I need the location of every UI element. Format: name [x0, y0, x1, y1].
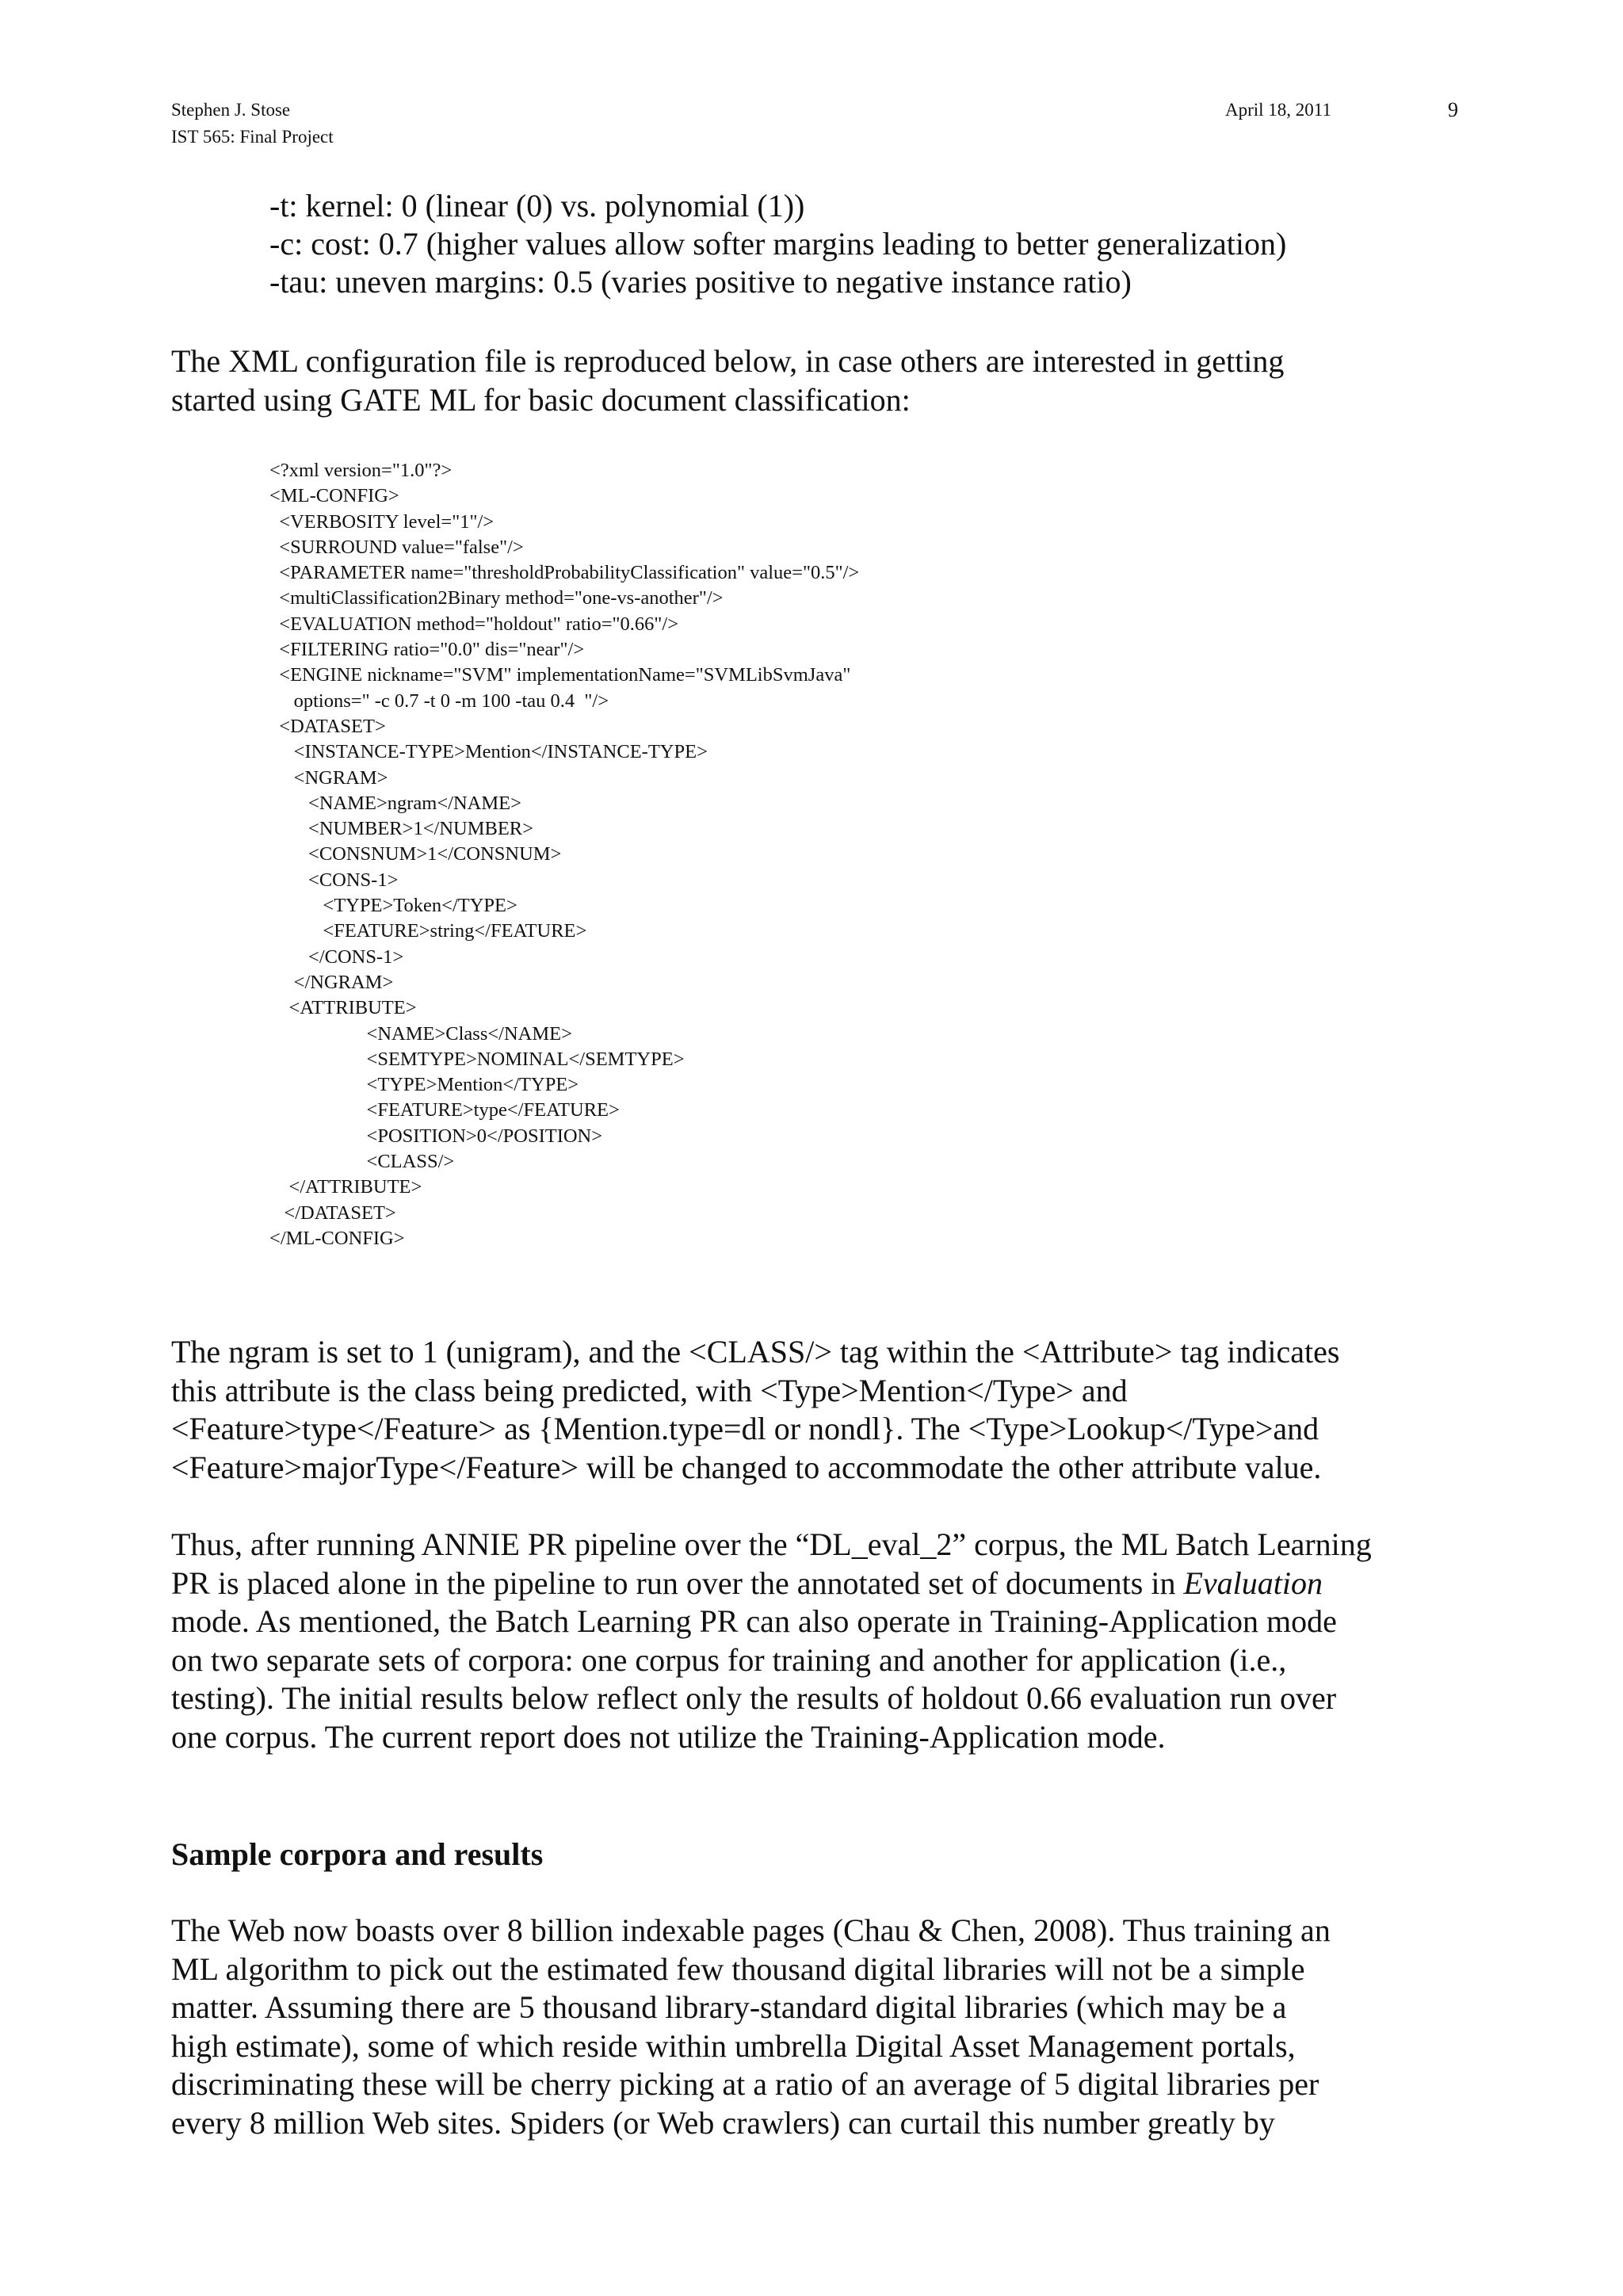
xml-line: <NGRAM>	[269, 766, 388, 789]
pipeline-text-start: Thus, after running ANNIE PR pipeline over the “DL_eval_2” corpus, the ML Batch Learning PR is placed alone in the pipeline to run over the annotated set of documents in	[171, 1526, 1372, 1601]
xml-line: <NAME>ngram</NAME>	[269, 792, 521, 814]
evaluation-term: Evaluation	[1183, 1564, 1323, 1601]
xml-line: </ML-CONFIG>	[269, 1227, 405, 1249]
xml-line: </ATTRIBUTE>	[269, 1176, 422, 1198]
header-date: April 18, 2011	[1225, 100, 1331, 120]
xml-line: </NGRAM>	[269, 971, 394, 993]
xml-line: <FILTERING ratio="0.0" dis="near"/>	[269, 639, 585, 661]
section-heading: Sample corpora and results	[171, 1836, 544, 1872]
xml-line: <CONSNUM>1</CONSNUM>	[269, 843, 562, 865]
intro-paragraph: The XML configuration file is reproduced below, in case others are interested in getting started using GATE ML for basic document classification:	[171, 343, 1285, 418]
header-author: Stephen J. Stose	[171, 100, 291, 120]
page-number: 9	[1448, 98, 1458, 121]
xml-line: <SEMTYPE>NOMINAL</SEMTYPE>	[269, 1048, 685, 1070]
xml-line: <EVALUATION method="holdout" ratio="0.66"/>	[269, 613, 679, 635]
xml-line: <PARAMETER name="thresholdProbabilityClassification" value="0.5"/>	[269, 562, 860, 584]
xml-line: </CONS-1>	[269, 946, 404, 968]
xml-line: <DATASET>	[269, 715, 386, 737]
svm-options-list	[269, 187, 1286, 301]
xml-line: <?xml version="1.0"?>	[269, 460, 453, 481]
xml-line: <POSITION>0</POSITION>	[269, 1125, 603, 1147]
xml-line: <CONS-1>	[269, 869, 399, 891]
xml-line: <ENGINE nickname="SVM" implementationName="SVMLibSvmJava"	[269, 664, 851, 686]
option-cost: -c: cost: 0.7 (higher values allow softer margins leading to better generalization)	[269, 226, 1287, 262]
ngram-paragraph: The ngram is set to 1 (unigram), and the <CLASS/> tag within the <Attribute> tag indicates this attribute is the class being predicted, with <Type>Mention</Type> and <Feature>type</Feature> as {Mention.type=dl or nondl}. The <Type>Lookup</Type>and <Feature>majorType</Feature> will be changed to accommodate the other attribute value.	[171, 1334, 1340, 1485]
xml-line: </DATASET>	[269, 1201, 396, 1224]
xml-line: <ML-CONFIG>	[269, 485, 399, 507]
xml-line: <FEATURE>type</FEATURE>	[269, 1099, 620, 1121]
xml-line: <INSTANCE-TYPE>Mention</INSTANCE-TYPE>	[269, 741, 708, 763]
option-kernel: -t: kernel: 0 (linear (0) vs. polynomial (1))	[269, 188, 805, 223]
xml-line: <multiClassification2Binary method="one-vs-another"/>	[269, 587, 724, 609]
xml-line: <NAME>Class</NAME>	[269, 1022, 572, 1045]
xml-line: <TYPE>Token</TYPE>	[269, 895, 517, 917]
xml-line: <SURROUND value="false"/>	[269, 536, 524, 558]
xml-config-block	[269, 458, 859, 1251]
xml-line: <NUMBER>1</NUMBER>	[269, 818, 533, 840]
xml-line: <VERBOSITY level="1"/>	[269, 510, 495, 533]
option-tau: -tau: uneven margins: 0.5 (varies positive to negative instance ratio)	[269, 264, 1132, 300]
xml-line: <ATTRIBUTE>	[269, 997, 417, 1019]
running-header	[171, 97, 334, 151]
xml-line: <TYPE>Mention</TYPE>	[269, 1074, 579, 1096]
pipeline-paragraph	[171, 1526, 1471, 1756]
xml-line: <CLASS/>	[269, 1151, 455, 1173]
xml-line: <FEATURE>string</FEATURE>	[269, 920, 587, 942]
pipeline-text-end: mode. As mentioned, the Batch Learning PR can also operate in Training-Application mode on two separate sets of corpora: one corpus for training and another for application (i.e., testing). The initial results below reflect only the results of holdout 0.66 evaluation run over one corpus. The current report does not utilize the Training-Application mode.	[171, 1603, 1337, 1755]
header-course: IST 565: Final Project	[171, 127, 334, 147]
web-paragraph: The Web now boasts over 8 billion indexable pages (Chau & Chen, 2008). Thus training an ML algorithm to pick out the estimated few thousand digital libraries will not be a simple matter. Assuming there are 5 thousand library-standard digital libraries (which may be a high estimate), some of which reside within umbrella Digital Asset Management portals, discriminating these will be cherry picking at a ratio of an average of 5 digital libraries per every 8 million Web sites. Spiders (or Web crawlers) can curtail this number greatly by	[171, 1912, 1331, 2141]
xml-line: options=" -c 0.7 -t 0 -m 100 -tau 0.4 "/>	[269, 690, 609, 712]
